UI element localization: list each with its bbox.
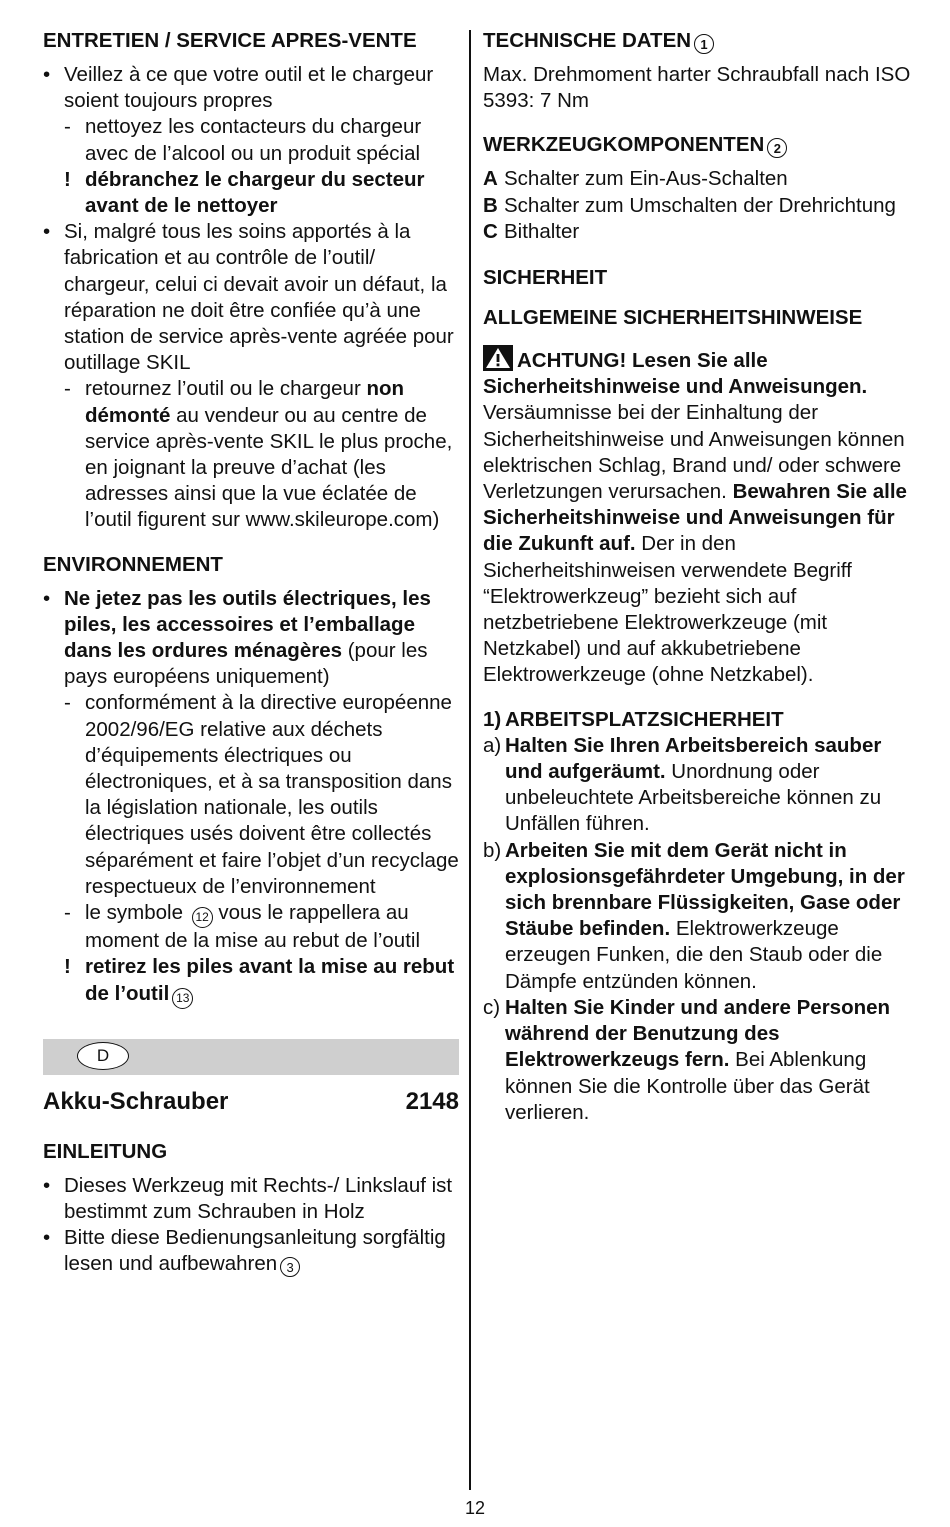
tech-data-heading: TECHNISCHE DATEN 1 — [483, 28, 913, 54]
list-item: • Dieses Werkzeug mit Rechts-/ Linkslauf ist bestimmt zum Schrauben in Holz — [43, 1173, 453, 1223]
component-item: C Bithalter — [483, 219, 580, 243]
environnement-heading: ENVIRONNEMENT — [43, 552, 223, 576]
exclamation-icon: ! — [64, 167, 71, 191]
language-badge: D — [77, 1042, 129, 1070]
sub-list-item: - conformément à la directive européenne 2002/96/EG relative aux déchets d’équipements électriques ou électroniques, et à sa transposition dans la législation nationale, les outils électriques usés doivent être collectés séparément et faire l’objet d’un recyclage respectueux de l’environnement — [64, 691, 459, 898]
safety-item: a) Halten Sie Ihren Arbeitsbereich sauber und aufgeräumt. Unordnung oder unbeleuchtete Arbeitsbereiche können zu Unfällen führen. — [483, 733, 882, 836]
sub-list-item: - nettoyez les contacteurs du chargeur avec de l’alcool ou un produit spécial — [64, 115, 422, 165]
bullet-icon: • — [43, 586, 51, 610]
page-number: 12 — [464, 1498, 486, 1518]
figure-ref-badge: 2 — [767, 138, 787, 158]
list-item: • Bitte diese Bedienungsanleitung sorgfältig lesen und aufbewahren 3 — [43, 1225, 446, 1276]
right-column — [483, 28, 913, 1138]
list-item: • Veillez à ce que votre outil et le chargeur soient toujours propres — [43, 63, 434, 113]
bullet-icon: • — [43, 63, 51, 86]
safety-item: b) Arbeiten Sie mit dem Gerät nicht in explosionsgefährdeter Umgebung, in der sich brennbare Flüssigkeiten, Gase oder Stäube befinden. Elektrowerkzeuge erzeugen Funken, die den Staub oder die Dämpfe entzünden können. — [483, 838, 905, 993]
column-divider — [469, 30, 471, 1490]
exclamation-icon: ! — [64, 955, 71, 979]
allgemeine-heading: ALLGEMEINE SICHERHEITSHINWEISE — [483, 306, 863, 330]
achtung-paragraph: ACHTUNG! Lesen Sie alle Sicherheitshinweise und Anweisungen. Versäumnisse bei der Einhaltung der Sicherheitshinweise und Anweisungen können elektrischen Schlag, Brand und/ oder schwere Verletzungen verursachen. Bewahren Sie alle Sicherheitshinweise und Anweisungen für die Zukunft auf. Der in den Sicherheitshinweisen verwendete Begriff “Elektrowerkzeug” bezieht sich auf netzbetriebene Elektrowerkzeuge (mit Netzkabel) und auf akkubetriebene Elektrowerkzeuge (ohne Netzkabel). — [483, 345, 913, 689]
sub-list-item: - le symbole 12 vous le rappellera au moment de la mise au rebut de l’outil — [64, 901, 421, 953]
einleitung-section — [43, 1139, 459, 1278]
entretien-heading: ENTRETIEN / SERVICE APRES-VENTE — [43, 29, 417, 52]
warning-item: ! retirez les piles avant la mise au rebut de l’outil 13 — [43, 954, 459, 1008]
tech-data-section — [483, 28, 913, 114]
list-item: • Ne jetez pas les outils électriques, les piles, les accessoires et l’emballage dans les ordures ménagères (pour les pays européens uniquement) — [43, 586, 431, 689]
safety-item: c) Halten Sie Kinder und andere Personen während der Benutzung des Elektrowerkzeugs fern. Bei Ablenkung können Sie die Kontrolle über das Gerät verlieren. — [483, 995, 891, 1124]
environnement-section — [43, 552, 459, 1009]
product-title — [43, 1087, 459, 1117]
bullet-icon: • — [43, 1225, 51, 1249]
bullet-icon: • — [43, 220, 51, 244]
figure-ref-badge: 3 — [280, 1257, 300, 1277]
arbeitsplatz-section — [483, 707, 913, 1126]
entretien-section — [43, 28, 459, 534]
language-band — [43, 1039, 459, 1075]
components-section — [483, 132, 913, 245]
dash-marker: - — [64, 901, 71, 925]
product-code: 2148 — [405, 1087, 459, 1115]
list-item: • Si, malgré tous les soins apportés à la fabrication et au contrôle de l’outil/ chargeur, celui ci devait avoir un défaut, la réparation ne doit être confiée qu’à une station de service après-vente agréée pour outillage SKIL — [43, 220, 454, 375]
dash-marker: - — [64, 115, 71, 139]
product-name: Akku-Schrauber — [43, 1087, 229, 1115]
figure-ref-badge: 1 — [694, 34, 714, 54]
warning-triangle-icon — [483, 345, 513, 371]
figure-ref-badge: 12 — [192, 907, 213, 928]
dash-marker: - — [64, 691, 71, 715]
sub-list-item: - retournez l’outil ou le chargeur non démonté au vendeur ou au centre de service après-vente SKIL le plus proche, en joignant la preuve d’achat (les adresses ainsi que la vue éclatée de l’outil figurent sur www.skileurope.com) — [64, 377, 453, 532]
warning-item: ! débranchez le chargeur du secteur avant de le nettoyer — [64, 167, 425, 218]
component-item: A Schalter zum Ein-Aus-Schalten — [483, 167, 788, 191]
components-heading: WERKZEUGKOMPONENTEN 2 — [483, 132, 913, 158]
component-item: B Schalter zum Umschalten der Drehrichtung — [483, 193, 896, 217]
bullet-icon: • — [43, 1173, 51, 1197]
tech-data-text: Max. Drehmoment harter Schraubfall nach ISO 5393: 7 Nm — [483, 63, 911, 113]
dash-marker: - — [64, 377, 71, 401]
arbeitsplatz-heading: 1) ARBEITSPLATZSICHERHEIT — [483, 707, 784, 731]
sicherheit-heading: SICHERHEIT — [483, 266, 608, 290]
figure-ref-badge: 13 — [172, 988, 193, 1009]
einleitung-heading: EINLEITUNG — [43, 1139, 168, 1163]
left-column — [43, 28, 459, 1289]
